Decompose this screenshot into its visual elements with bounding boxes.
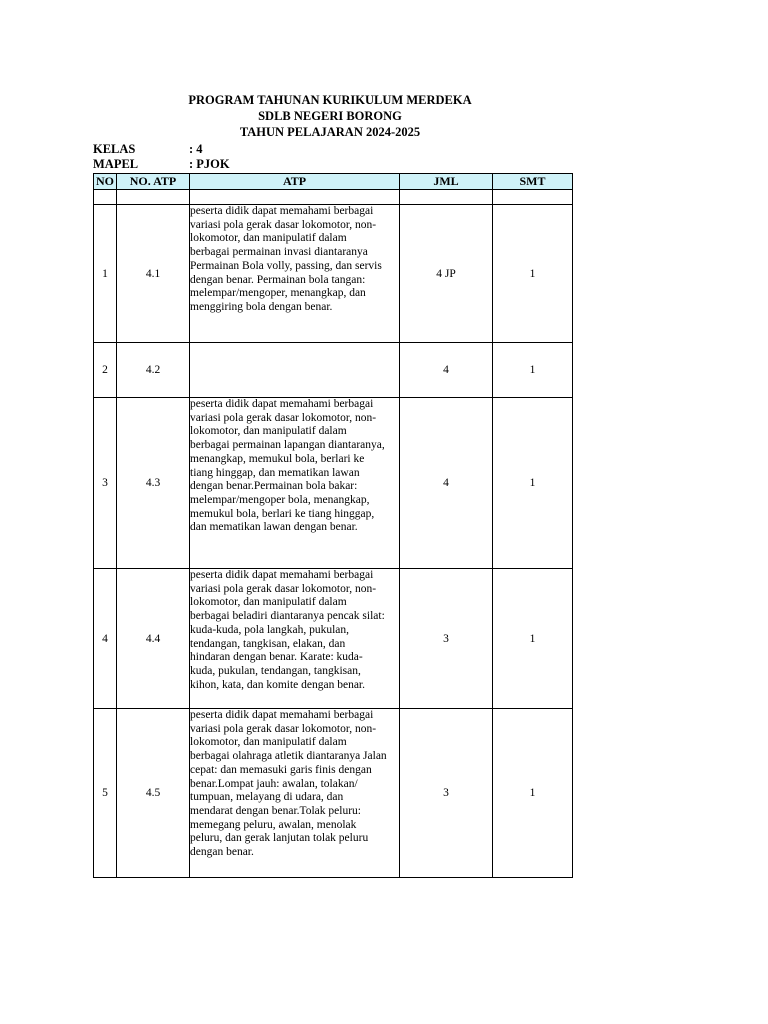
row-jml: 4 xyxy=(400,398,493,569)
column-header-smt: SMT xyxy=(493,174,573,190)
mapel-label: MAPEL xyxy=(93,157,139,171)
row-atp-code: 4.4 xyxy=(117,569,190,709)
row-jml: 3 xyxy=(400,569,493,709)
row-jml: 3 xyxy=(400,709,493,878)
table-row xyxy=(94,569,573,709)
empty-cell xyxy=(400,190,493,205)
row-atp-description: peserta didik dapat memahami berbagai variasi pola gerak dasar lokomotor, non- lokomotor, dan manipulatif dalam berbagai beladiri diantaranya pencak silat: kuda-kuda, pola langkah, pukulan, tendangan, tangkisan, elakan, dan hindaran dengan benar. Karate: kuda- kuda, pukulan, tendangan, tangkisan, kihon, kata, dan komite dengan benar. xyxy=(190,569,400,709)
kelas-value: : 4 xyxy=(189,142,203,156)
column-header-atp: ATP xyxy=(190,174,400,190)
row-atp-code: 4.2 xyxy=(117,343,190,398)
row-smt: 1 xyxy=(493,398,573,569)
row-number: 4 xyxy=(94,569,117,709)
table-row xyxy=(94,205,573,343)
table-row xyxy=(94,398,573,569)
row-atp-code: 4.5 xyxy=(117,709,190,878)
school-name: SDLB NEGERI BORONG xyxy=(258,109,402,123)
program-table xyxy=(93,173,573,878)
mapel-row xyxy=(93,157,230,172)
row-atp-description xyxy=(190,343,400,398)
empty-cell xyxy=(190,190,400,205)
academic-year: TAHUN PELAJARAN 2024-2025 xyxy=(239,125,421,139)
row-smt: 1 xyxy=(493,205,573,343)
mapel-value: : PJOK xyxy=(189,157,230,171)
row-atp-description: peserta didik dapat memahami berbagai variasi pola gerak dasar lokomotor, non- lokomotor, dan manipulatif dalam berbagai permainan invasi diantaranya Permainan Bola volly, passing, dan servis dengan benar. Permainan bola tangan: melempar/mengoper, menangkap, dan menggiring bola dengan benar. xyxy=(190,205,400,343)
row-number: 3 xyxy=(94,398,117,569)
kelas-row xyxy=(93,142,203,157)
empty-cell xyxy=(493,190,573,205)
row-jml: 4 xyxy=(400,343,493,398)
row-atp-code: 4.1 xyxy=(117,205,190,343)
row-atp-description: peserta didik dapat memahami berbagai variasi pola gerak dasar lokomotor, non- lokomotor, dan manipulatif dalam berbagai permainan lapangan diantaranya, menangkap, memukul bola, berlari ke tiang hinggap, dan mematikan lawan dengan benar.Permainan bola bakar: melempar/mengoper bola, menangkap, memukul bola, berlari ke tiang hinggap, dan mematikan lawan dengan benar. xyxy=(190,398,400,569)
table-row xyxy=(94,709,573,878)
row-atp-code: 4.3 xyxy=(117,398,190,569)
column-header-no-atp: NO. ATP xyxy=(117,174,190,190)
column-header-jml: JML xyxy=(400,174,493,190)
table-row xyxy=(94,343,573,398)
row-smt: 1 xyxy=(493,569,573,709)
row-jml: 4 JP xyxy=(400,205,493,343)
document-title: PROGRAM TAHUNAN KURIKULUM MERDEKA xyxy=(188,93,472,107)
table-row-spacer xyxy=(94,190,573,205)
row-atp-description: peserta didik dapat memahami berbagai variasi pola gerak dasar lokomotor, non- lokomotor, dan manipulatif dalam berbagai olahraga atletik diantaranya Jalan cepat: dan memasuki garis finis dengan benar.Lompat jauh: awalan, tolakan/ tumpuan, melayang di udara, dan mendarat dengan benar.Tolak peluru: memegang peluru, awalan, menolak peluru, dan gerak lanjutan tolak peluru dengan benar. xyxy=(190,709,400,878)
row-smt: 1 xyxy=(493,709,573,878)
kelas-label: KELAS xyxy=(93,142,136,156)
table-header-row xyxy=(94,174,573,190)
column-header-no: NO xyxy=(94,174,117,190)
row-number: 5 xyxy=(94,709,117,878)
empty-cell xyxy=(117,190,190,205)
row-number: 2 xyxy=(94,343,117,398)
empty-cell xyxy=(94,190,117,205)
row-smt: 1 xyxy=(493,343,573,398)
row-number: 1 xyxy=(94,205,117,343)
